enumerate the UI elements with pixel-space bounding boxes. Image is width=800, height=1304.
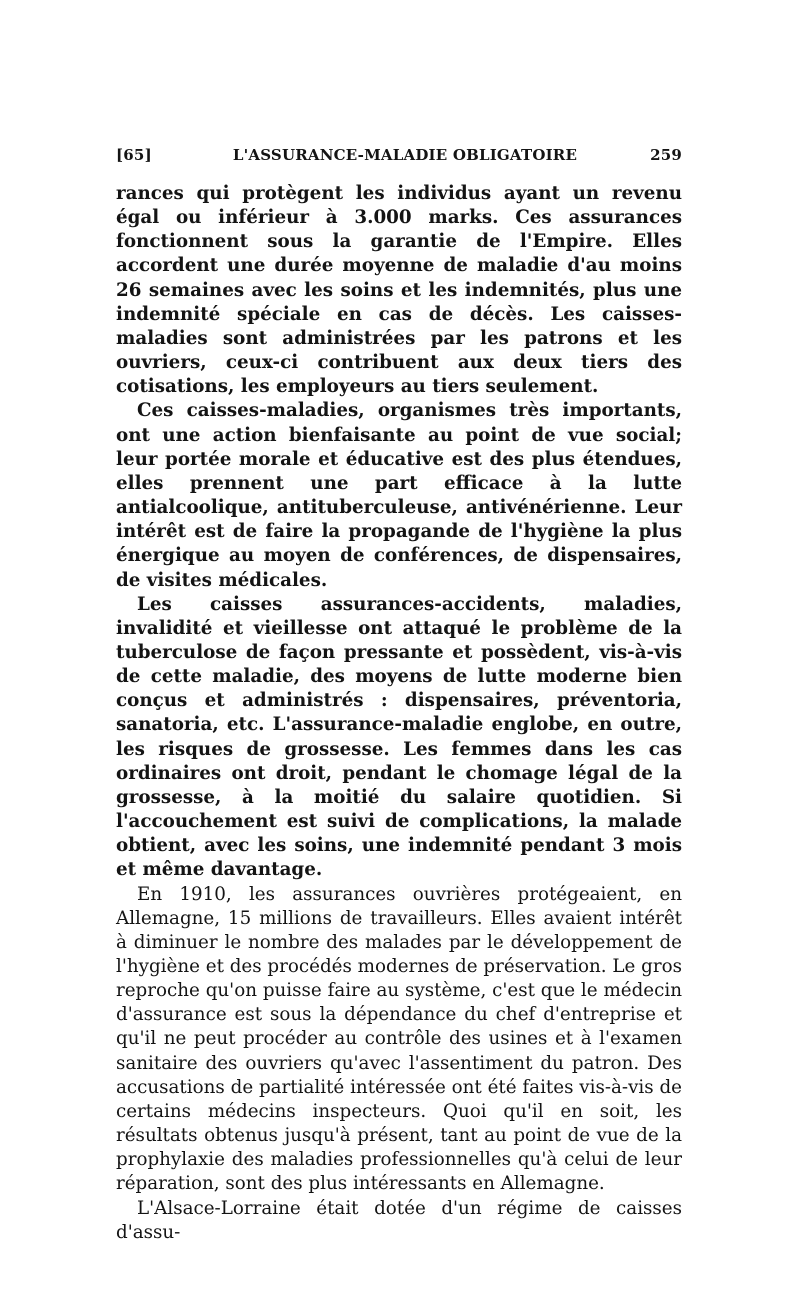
- paragraph-1910: En 1910, les assurances ouvrières protégeaient, en Allemagne, 15 millions de travailleurs. Elles avaient intérêt à diminuer le nombre des malades par le développement de l'hygiène et des procédés modernes de préservation. Le gros reproche qu'on puisse faire au système, c'est que le médecin d'assurance est sous la dépendance du chef d'entreprise et qu'il ne peut procéder au contrôle des usines et à l'examen sanitaire des ouvriers qu'avec l'assentiment du patron. Des accusations de partialité intéressée ont été faites vis-à-vis de certains médecins inspecteurs. Quoi qu'il en soit, les résultats obtenus jusqu'à présent, tant au point de vue de la prophylaxie des maladies professionnelles qu'à celui de leur réparation, sont des plus intéressants en Allemagne.: [116, 883, 682, 1195]
- page-number: 259: [650, 146, 682, 164]
- paragraph-caisses-maladies: Ces caisses-maladies, organismes très importants, ont une action bienfaisante au point de vue social; leur portée morale et éducative est des plus étendues, elles prennent une part efficace à la lutte antialcoolique, antituberculeuse, antivénérienne. Leur intérêt est de faire la propagande de l'hygiène la plus énergique au moyen de conférences, de dispensaires, de visites médicales.: [116, 400, 682, 591]
- running-header: [116, 146, 682, 170]
- body-text: [116, 182, 682, 1245]
- paragraph-tuberculose: Les caisses assurances-accidents, maladies, invalidité et vieillesse ont attaqué le problème de la tuberculose de façon pressante et possèdent, vis-à-vis de cette maladie, des moyens de lutte moderne bien conçus et administrés : dispensaires, préventoria, sanatoria, etc. L'assurance-maladie englobe, en outre, les risques de grossesse. Les femmes dans les cas ordinaires ont droit, pendant le chomage légal de la grossesse, à la moitié du salaire quotidien. Si l'accouchement est suivi de complications, la malade obtient, avec les soins, une indemnité pendant 3 mois et même davantage.: [116, 593, 682, 881]
- paragraph-alsace-lorraine: L'Alsace-Lorraine était dotée d'un régime de caisses d'assu-: [116, 1197, 682, 1243]
- paragraph-continuation: rances qui protègent les individus ayant un revenu égal ou inférieur à 3.000 marks. Ces assurances fonctionnent sous la garantie de l'Empire. Elles accordent une durée moyenne de maladie d'au moins 26 semaines avec les soins et les indemnités, plus une indemnité spéciale en cas de décès. Les caisses-maladies sont administrées par les patrons et les ouvriers, ceux-ci contribuent aux deux tiers des cotisations, les employeurs au tiers seulement.: [116, 183, 682, 398]
- section-number: [65]: [116, 146, 152, 164]
- running-title: L'ASSURANCE-MALADIE OBLIGATOIRE: [232, 146, 578, 164]
- book-page: [116, 146, 682, 1245]
